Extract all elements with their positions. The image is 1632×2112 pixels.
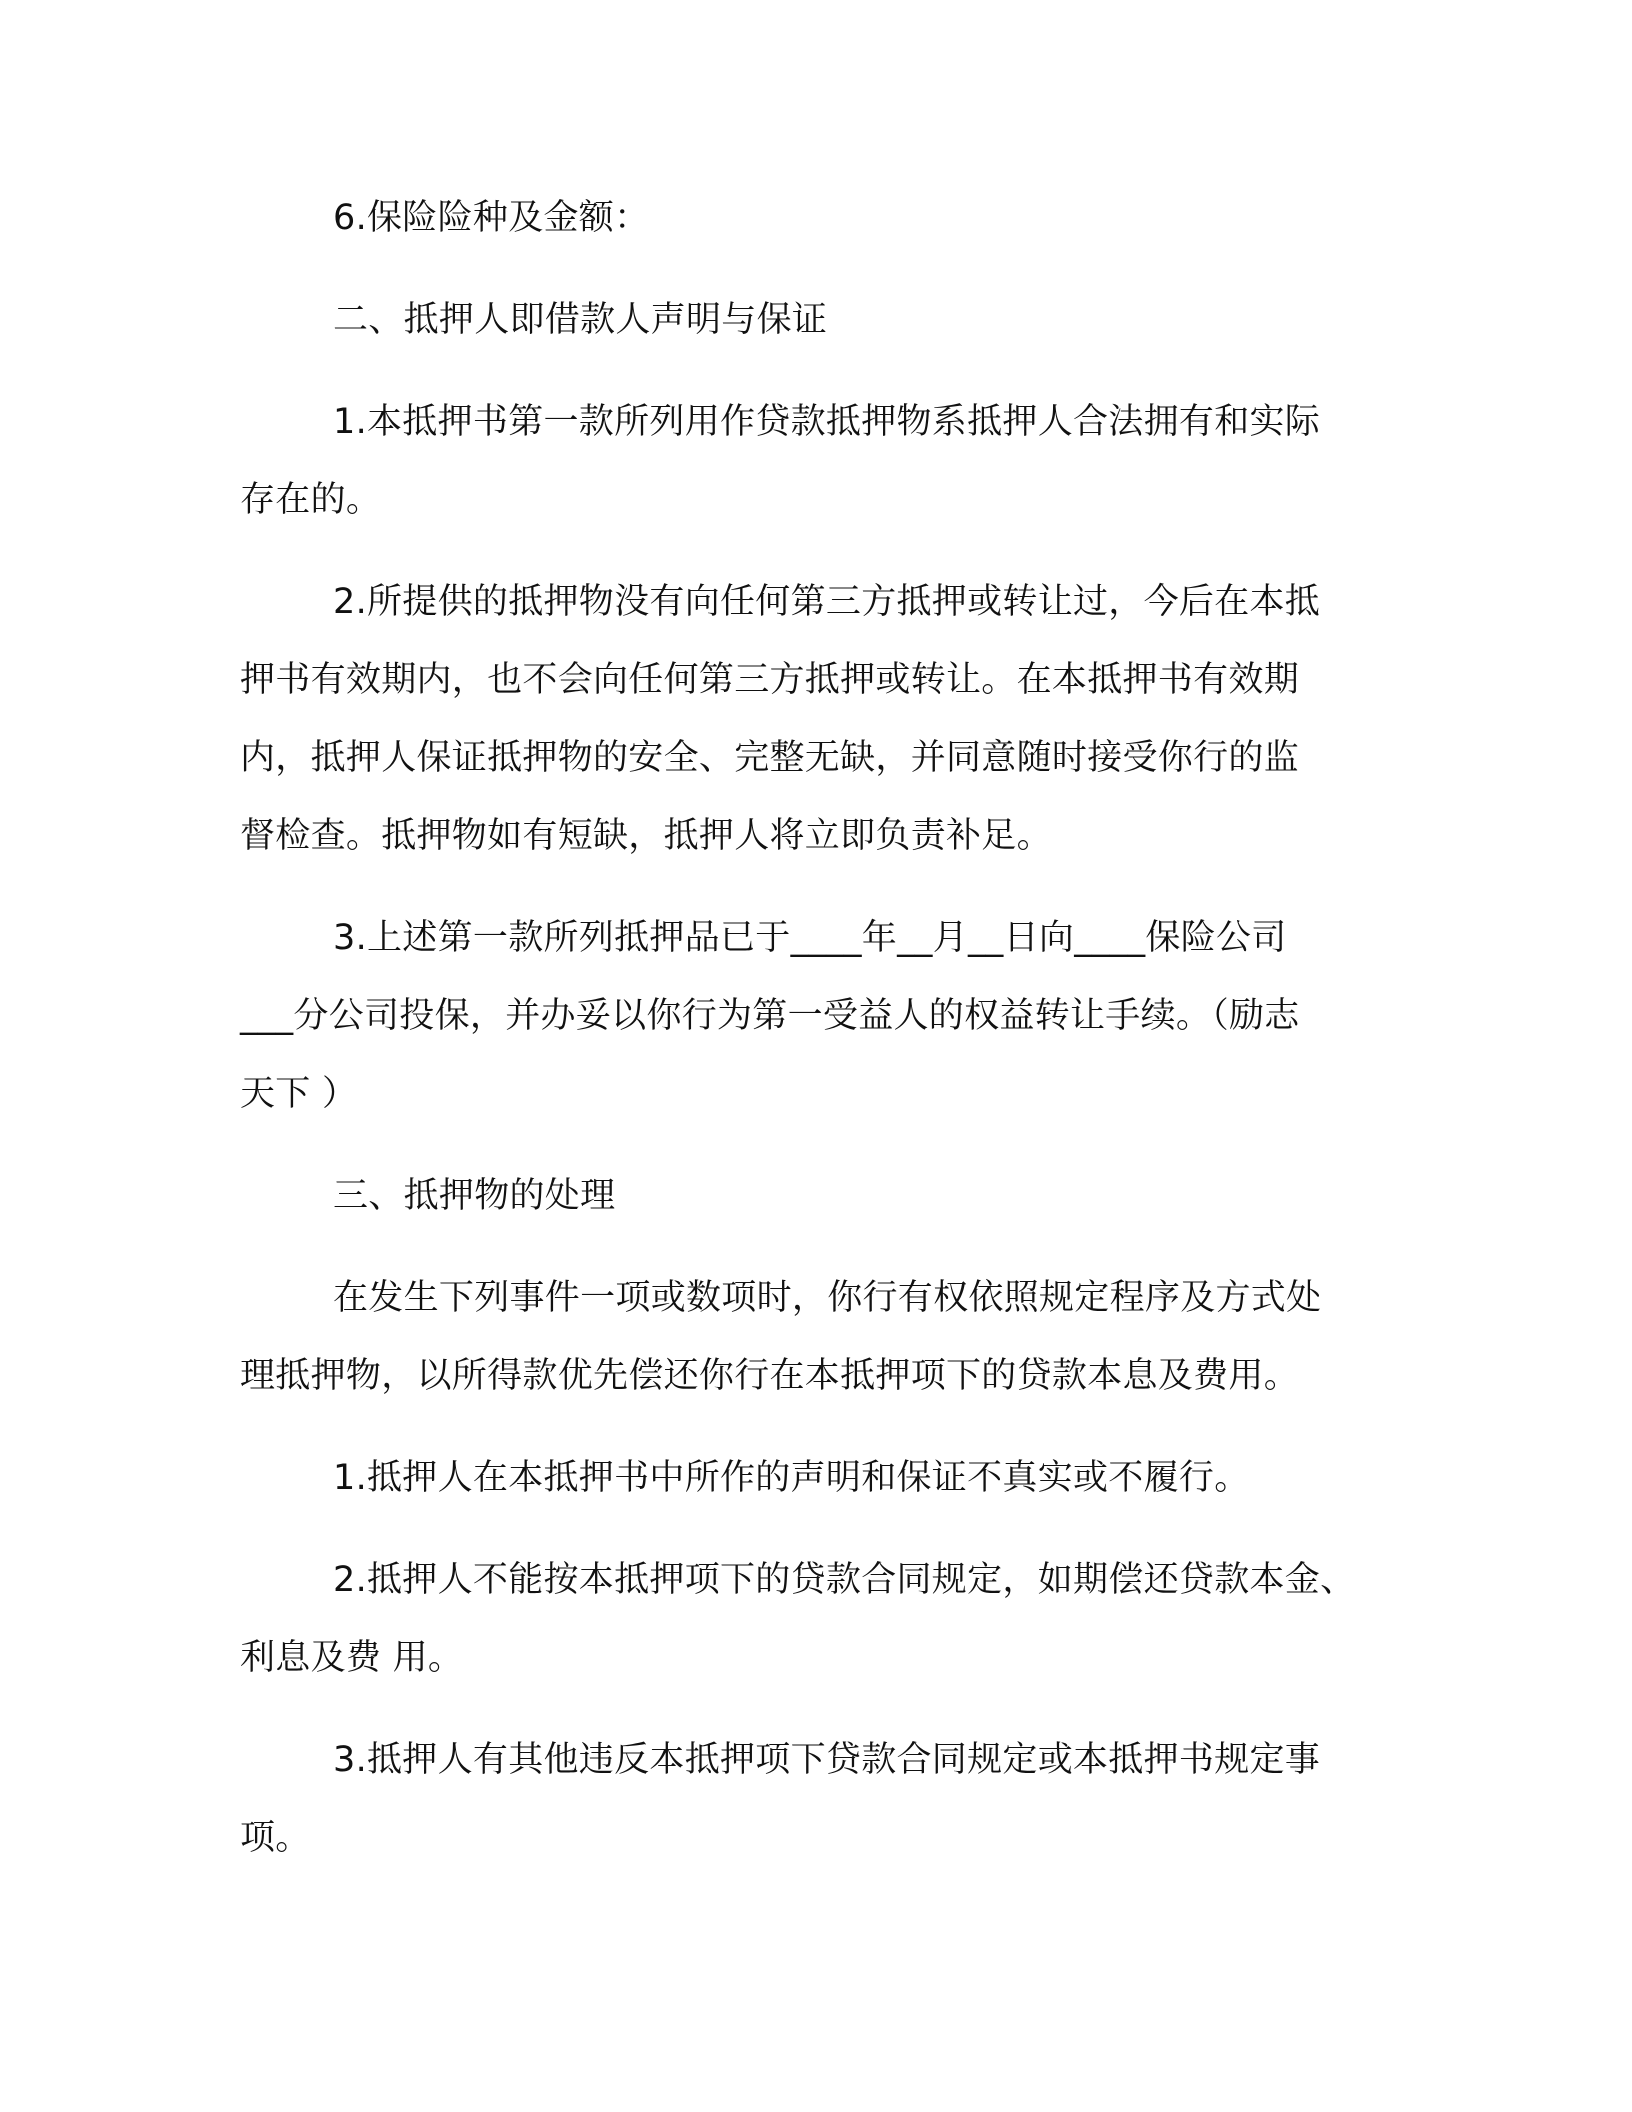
clause-2-3-line-3: 天下 ） [240, 1074, 358, 1114]
clause-2-2-line-1: 2.所提供的抵押物没有向任何第三方抵押或转让过，今后在本抵 [333, 582, 1321, 622]
clause-3-2-line-2: 利息及费 用。 [240, 1638, 464, 1678]
section-2-heading: 二、抵押人即借款人声明与保证 [333, 300, 828, 340]
clause-3-1: 1.抵押人在本抵押书中所作的声明和保证不真实或不履行。 [333, 1458, 1250, 1498]
clause-6-insurance: 6.保险险种及金额： [333, 198, 650, 238]
section-3-intro-line-2: 理抵押物，以所得款优先偿还你行在本抵押项下的贷款本息及费用。 [240, 1356, 1300, 1396]
clause-3-2-line-1: 2.抵押人不能按本抵押项下的贷款合同规定，如期偿还贷款本金、 [333, 1560, 1356, 1600]
clause-2-1-line-1: 1.本抵押书第一款所列用作贷款抵押物系抵押人合法拥有和实际 [333, 402, 1321, 442]
clause-2-2-line-2: 押书有效期内，也不会向任何第三方抵押或转让。在本抵押书有效期 [240, 660, 1300, 700]
clause-2-2-line-3: 内，抵押人保证抵押物的安全、完整无缺，并同意随时接受你行的监 [240, 738, 1300, 778]
clause-2-3-line-2: ___分公司投保，并办妥以你行为第一受益人的权益转让手续。（励志 [240, 996, 1300, 1036]
section-3-intro-line-1: 在发生下列事件一项或数项时，你行有权依照规定程序及方式处 [333, 1278, 1322, 1318]
clause-2-3-line-1: 3.上述第一款所列抵押品已于____年__月__日向____保险公司 [333, 918, 1287, 958]
clause-2-1-line-2: 存在的。 [240, 480, 382, 520]
clause-3-3-line-2: 项。 [240, 1818, 311, 1858]
section-3-heading: 三、抵押物的处理 [333, 1176, 616, 1216]
clause-3-3-line-1: 3.抵押人有其他违反本抵押项下贷款合同规定或本抵押书规定事 [333, 1740, 1321, 1780]
clause-2-2-line-4: 督检查。抵押物如有短缺，抵押人将立即负责补足。 [240, 816, 1052, 856]
